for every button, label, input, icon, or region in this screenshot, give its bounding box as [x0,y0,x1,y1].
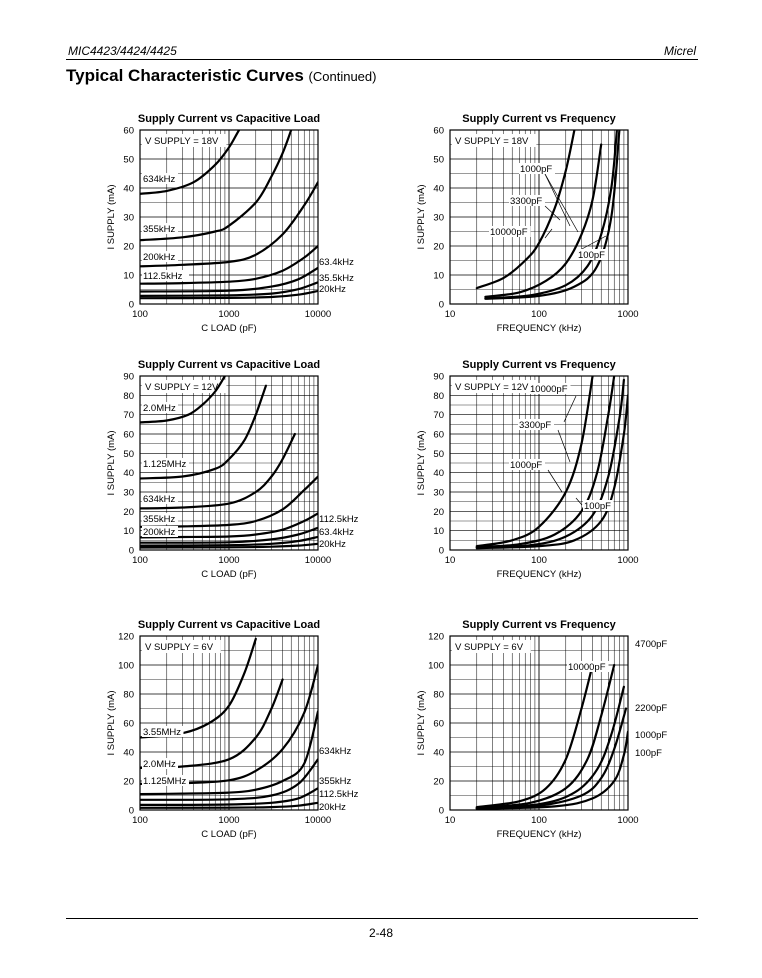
curve-label-634khz [142,493,178,505]
chart-title: Supply Current vs Capacitive Load [137,359,321,371]
x-tick-label: 10 [444,815,456,826]
y-tick-label: 20 [433,776,444,788]
y-tick-label: 100 [118,660,134,672]
y-tick-label: 20 [123,241,134,253]
y-tick-label: 0 [438,805,444,817]
annotation-leader [580,236,606,250]
y-tick-label: 30 [123,487,134,499]
x-axis-label: FREQUENCY (kHz) [496,323,582,334]
y-tick-label: 70 [123,410,134,422]
curve-label-355khz [142,513,178,525]
curve-label-text: 1000pF [520,164,553,175]
curve-label-20khz: 20kHz [319,284,346,295]
chart-supply-current-vs-frequency-12v [410,354,710,589]
curve-label-100pf [583,500,614,512]
curve-label-35-5khz: 35.5kHz [319,273,354,284]
y-tick-label: 0 [128,299,134,311]
y-tick-label: 10 [123,270,134,282]
y-tick-label: 30 [123,212,134,224]
curve-label-63-4khz: 63.4kHz [319,527,354,538]
chart-title: Supply Current vs Capacitive Load [137,619,321,631]
supply-voltage-text: V SUPPLY = 6V [145,642,214,653]
x-tick-label: 1000 [617,815,639,826]
y-tick-label: 50 [433,448,444,460]
supply-voltage-label [452,640,531,653]
y-tick-label: 30 [433,212,444,224]
curve-label-1-125mhz [142,458,189,470]
y-tick-label: 0 [438,545,444,557]
supply-voltage-text: V SUPPLY = 12V [455,382,529,393]
annotation-leader [558,430,570,462]
x-tick-label: 100 [531,815,547,826]
series-group [477,665,628,809]
curve-label-112-5khz [142,270,189,282]
curve-label-text: 2.0MHz [143,759,176,770]
y-tick-label: 30 [433,487,444,499]
curve-label-112-5khz: 112.5kHz [319,514,359,525]
curve-label-20khz: 20kHz [319,802,346,813]
supply-voltage-text: V SUPPLY = 18V [145,136,219,147]
curve-label-1-125mhz [142,775,189,787]
curve-label-text: 3300pF [510,196,543,207]
series-line-10000pf [477,130,575,288]
y-tick-label: 20 [433,241,444,253]
x-tick-label: 10 [444,309,456,320]
annotation-leader [545,174,570,226]
curve-label-10000pf [489,226,531,238]
y-tick-label: 40 [433,747,444,759]
annotation-leader [548,470,562,492]
curve-label-3-55mhz [142,726,184,738]
section-title-suffix: (Continued) [308,69,377,84]
curve-label-634khz: 634kHz [319,746,352,757]
x-axis-label: C LOAD (pF) [201,569,257,580]
y-tick-label: 20 [123,776,134,788]
supply-voltage-label [142,380,226,393]
x-tick-label: 10 [444,555,456,566]
curve-label-63-4khz: 63.4kHz [319,257,354,268]
curve-label-355khz: 355kHz [319,776,352,787]
supply-voltage-label [142,640,221,653]
curve-label-634khz [142,173,178,185]
curve-label-2-0mhz [142,758,178,770]
y-axis-label: I SUPPLY (mA) [416,430,427,496]
y-axis-label: I SUPPLY (mA) [416,690,427,756]
curve-label-100pf: 100pF [635,748,662,759]
y-tick-label: 50 [123,448,134,460]
y-tick-label: 50 [123,154,134,166]
x-axis-label: FREQUENCY (kHz) [496,569,582,580]
curve-label-3300pf [509,195,545,207]
y-tick-label: 60 [433,718,444,730]
chart-title: Supply Current vs Capacitive Load [137,113,321,125]
header-company: Micrel [664,44,696,58]
x-axis-label: FREQUENCY (kHz) [496,829,582,840]
x-tick-label: 100 [132,815,148,826]
curve-label-text: 2.0MHz [143,403,176,414]
y-tick-label: 10 [433,526,444,538]
y-tick-label: 80 [433,390,444,402]
supply-voltage-text: V SUPPLY = 6V [455,642,524,653]
curve-label-text: 10000pF [568,662,606,673]
curve-label-10000pf [529,383,571,395]
series-group [477,130,620,299]
y-axis-label: I SUPPLY (mA) [416,184,427,250]
y-tick-label: 10 [123,526,134,538]
chart-supply-current-vs-load-18v [100,108,400,343]
x-axis-label: C LOAD (pF) [201,323,257,334]
series-line-2200pf [477,687,624,809]
curve-label-text: 634kHz [143,494,176,505]
curve-label-text: 355kHz [143,514,176,525]
x-tick-label: 100 [132,555,148,566]
y-tick-label: 100 [428,660,444,672]
x-axis-label: C LOAD (pF) [201,829,257,840]
curve-label-text: 100pF [584,501,611,512]
curve-label-text: 200kHz [143,252,176,263]
series-line-1000pf [485,130,617,298]
x-tick-label: 1000 [218,555,240,566]
y-tick-label: 40 [123,747,134,759]
y-tick-label: 90 [123,371,134,383]
header-part-number: MIC4423/4424/4425 [68,44,177,58]
y-tick-label: 60 [433,429,444,441]
x-tick-label: 100 [132,309,148,320]
curve-label-355khz [142,223,178,235]
x-tick-label: 1000 [218,815,240,826]
curve-label-1000pf: 1000pF [635,730,668,741]
curve-label-text: 634kHz [143,174,176,185]
curve-label-4700pf: 4700pF [635,639,668,650]
y-axis-label: I SUPPLY (mA) [106,690,117,756]
curve-label-text: 1.125MHz [143,776,187,787]
y-tick-label: 120 [118,631,134,643]
y-tick-label: 40 [123,183,134,195]
curve-label-text: 1.125MHz [143,459,187,470]
series-group [477,376,628,548]
chart-title: Supply Current vs Frequency [462,359,616,371]
y-tick-label: 80 [433,689,444,701]
curve-label-text: 10000pF [530,384,568,395]
y-tick-label: 60 [123,125,134,137]
curve-label-2-0mhz [142,402,178,414]
curve-label-200khz [142,251,178,263]
x-tick-label: 10000 [304,555,332,566]
x-tick-label: 1000 [617,309,639,320]
curve-label-text: 200kHz [143,527,176,538]
y-tick-label: 120 [428,631,444,643]
chart-supply-current-vs-frequency-6v [410,614,710,849]
chart-title: Supply Current vs Frequency [462,113,616,125]
header-rule [66,59,698,60]
y-axis-label: I SUPPLY (mA) [106,430,117,496]
supply-voltage-label [142,134,226,147]
y-tick-label: 60 [123,429,134,441]
y-tick-label: 20 [433,506,444,518]
y-tick-label: 90 [433,371,444,383]
chart-supply-current-vs-load-12v [100,354,400,589]
y-tick-label: 60 [123,718,134,730]
curve-label-text: 10000pF [490,227,528,238]
y-tick-label: 20 [123,506,134,518]
x-tick-label: 100 [531,555,547,566]
section-title [66,66,376,86]
x-tick-label: 10000 [304,815,332,826]
x-tick-label: 100 [531,309,547,320]
curve-label-1000pf [519,163,555,175]
curve-label-20khz: 20kHz [319,539,346,550]
y-tick-label: 0 [128,805,134,817]
curve-label-2200pf: 2200pF [635,703,668,714]
footer-rule [66,918,698,919]
y-tick-label: 40 [123,468,134,480]
chart-supply-current-vs-load-6v [100,614,400,849]
curve-label-text: 1000pF [510,460,543,471]
curve-label-3300pf [518,419,554,431]
y-axis-label: I SUPPLY (mA) [106,184,117,250]
y-tick-label: 0 [128,545,134,557]
y-tick-label: 60 [433,125,444,137]
grid [450,130,628,304]
annotation-leader [545,206,560,220]
y-tick-label: 80 [123,689,134,701]
y-tick-label: 40 [433,183,444,195]
curve-label-text: 100pF [578,250,605,261]
y-tick-label: 0 [438,299,444,311]
x-tick-label: 10000 [304,309,332,320]
y-tick-label: 80 [123,390,134,402]
curve-label-1000pf [509,459,545,471]
curve-label-100pf [577,249,608,261]
y-tick-label: 50 [433,154,444,166]
supply-voltage-text: V SUPPLY = 12V [145,382,219,393]
curve-label-text: 355kHz [143,224,176,235]
curve-label-112-5khz: 112.5kHz [319,789,359,800]
section-title-text: Typical Characteristic Curves [66,66,304,85]
supply-voltage-text: V SUPPLY = 18V [455,136,529,147]
supply-voltage-label [452,380,536,393]
curve-label-text: 3300pF [519,420,552,431]
y-tick-label: 10 [433,270,444,282]
x-tick-label: 1000 [218,309,240,320]
y-tick-label: 40 [433,468,444,480]
chart-supply-current-vs-frequency-18v [410,108,710,343]
curve-label-text: 3.55MHz [143,727,182,738]
series-line-2-0mhz [140,680,283,768]
y-tick-label: 70 [433,410,444,422]
supply-voltage-label [452,134,536,147]
curve-label-text: 112.5kHz [143,271,183,282]
page-number: 2-48 [368,926,394,940]
series-line-100pf [477,395,628,548]
curve-label-10000pf [567,661,609,673]
curve-label-200khz [142,526,178,538]
x-tick-label: 1000 [617,555,639,566]
chart-title: Supply Current vs Frequency [462,619,616,631]
